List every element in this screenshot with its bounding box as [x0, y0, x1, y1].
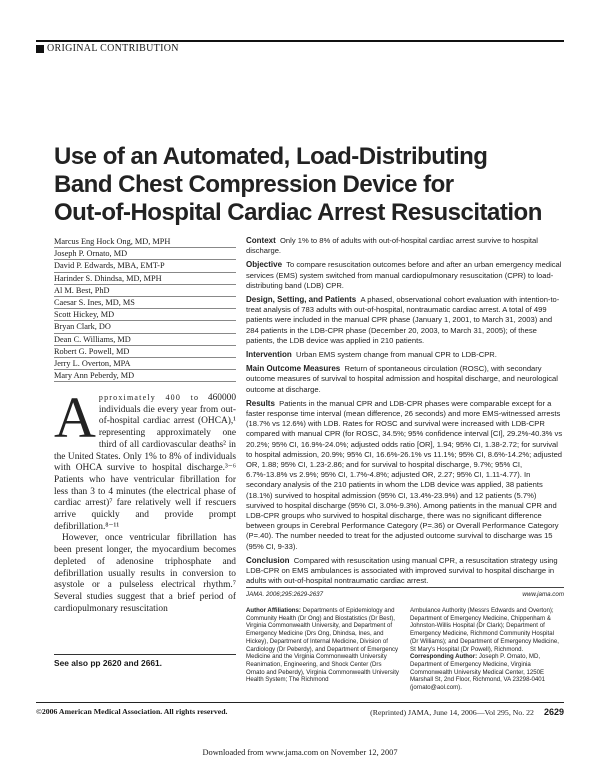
section-header — [36, 40, 564, 54]
title-line-1: Use of an Automated, Load-Distributing — [54, 143, 488, 170]
author: Joseph P. Ornato, MD — [54, 248, 236, 260]
body-paragraph-1 — [54, 385, 237, 533]
abstract-results: Results Patients in the manual CPR and LDB-CPR phases were comparable except for a faster response time interval (mean difference, 26 seconds) and more EMS-witnessed arrests (18.7% vs 12.6%) with LDB. Rates for ROSC and survival were increased with LDB-CPR compared with manual CPR (for ROSC, 34.5%; 95% confidence interval [CI], 29.2%-40.3% vs 20.2%; 95% CI, 16.9%-24.0%; adjusted odds ratio [OR], 1.94; 95% CI, 1.38-2.72; for survival to hospital admission, 20.9%; 95% CI, 16.6%-26.1% vs 11.1%; 95% CI, 8.6%-14.2%; adjusted OR, 1.88; 95% CI, 1.23-2.86; and for survival to hospital discharge, 9.7%; 95% CI, 6.7%-13.8% vs 2.9%; 95% CI, 1.7%-4.8%; adjusted OR, 2.27; 95% CI, 1.11-4.77). In secondary analysis of the 210 patients in whom the LDB device was applied, 38 patients (18.1%) survived to hospital admission (95% CI, 13.4%-23.9%) and 12 patients (5.7%) survived to hospital discharge (95% CI, 3.0%-9.3%). Among patients in the manual CPR and LDB-CPR groups who survived to hospital discharge, there was no significant difference between groups in Cerebral Performance Category (P=.36) or Overall Performance Category (P=.40). The number needed to treat for the adjusted outcome survival to discharge was 15 (95% CI, 9-33). — [246, 398, 563, 551]
author: Jerry L. Overton, MPA — [54, 358, 236, 370]
author: Scott Hickey, MD — [54, 309, 236, 321]
drop-cap: A — [54, 385, 96, 450]
section-label: ORIGINAL CONTRIBUTION — [47, 43, 179, 54]
section-rule — [36, 40, 564, 42]
abstract-context: Context Only 1% to 8% of adults with out-of-hospital cardiac arrest survive to hospital discharge. — [246, 236, 538, 256]
footer-rule — [36, 702, 564, 703]
article-title — [54, 143, 574, 227]
citation: JAMA. 2006;295:2629-2637 — [246, 591, 324, 598]
title-line-3: Out-of-Hospital Cardiac Arrest Resuscitation — [54, 199, 542, 226]
issue-info: (Reprinted) JAMA, June 14, 2006—Vol 295, No. 22 — [370, 708, 534, 717]
abstract-conclusion: Conclusion Compared with resuscitation using manual CPR, a resuscitation strategy using LDB-CPR on EMS ambulances is associated with improved survival to hospital discharge in adults with out-of-hospital nontraumatic cardiac arrest. — [246, 555, 558, 586]
abstract-outcome: Main Outcome Measures Return of spontaneous circulation (ROSC), with secondary outcome measures of survival to hospital admission and hospital discharge, and neurological outcome at discharge. — [246, 364, 558, 394]
author: Dean C. Williams, MD — [54, 334, 236, 346]
author: Bryan Clark, DO — [54, 321, 236, 333]
see-also-rule — [54, 654, 236, 655]
body-paragraph-2: However, once ventricular fibrillation has been present longer, the myocardium becomes depleted of adenosine triphosphate and defibrillation usually results in conversion to asystole or a pulseless electrical rhythm.⁷ Several studies suggest that a brief period of cardiopulmonary resuscitation — [54, 533, 236, 614]
body-smallcaps: pproximately 400 to — [98, 393, 200, 402]
title-line-2: Band Chest Compression Device for — [54, 171, 454, 198]
abstract-intervention: Intervention Urban EMS system change from manual CPR to LDB-CPR. — [246, 350, 497, 360]
abstract-design: Design, Setting, and Patients A phased, observational cohort evaluation with intention-to-treat analysis of 783 adults with out-of-hospital, nontraumatic cardiac arrest. A total of 499 patients were included in the manual CPR phase (January 1, 2001, to March 31, 2003) and 284 patients in the LDB-CPR phase (December 20, 2003, to March 31, 2005); of these patients, the LDB device was applied in 210 patients. — [246, 295, 560, 345]
author: Mary Ann Peberdy, MD — [54, 370, 236, 382]
section-square-icon — [36, 45, 44, 53]
author: Marcus Eng Hock Ong, MD, MPH — [54, 236, 236, 248]
affiliations — [246, 607, 564, 692]
see-also-link[interactable]: See also pp 2620 and 2661. — [54, 658, 163, 668]
author-list — [54, 236, 236, 382]
author: Robert G. Powell, MD — [54, 346, 236, 358]
citation-rule — [246, 587, 564, 588]
author: Harinder S. Dhindsa, MD, MPH — [54, 273, 236, 285]
affiliations-left: Author Affiliations: Departments of Epidemiology and Community Health (Dr Ong) and Biostatistics (Dr Best), Virginia Commonwealth University, and Department of Emergency Medicine (Drs Ong, Dhindsa, Ines, and Hickey), Department of Internal Medicine, Division of Cardiology (Dr Peberdy), and Department of Emergency Medicine and the Virginia Commonwealth University Reanimation, Engineering, and Shock Center (Drs Ornato and Peberdy), Virginia Commonwealth University Health System; The Richmond — [246, 607, 399, 684]
citation-line — [246, 589, 564, 598]
copyright: ©2006 American Medical Association. All rights reserved. — [36, 707, 228, 716]
affiliations-right: Ambulance Authority (Messrs Edwards and Overton); Department of Emergency Medicine, Chippenham & Johnston-Willis Hospital (Dr Clark); Department of Emergency Medicine, Richmond Community Hospital (Dr Williams); and Department of Emergency Medicine, St Mary's Hospital (Dr Powell), Richmond. Corresponding Author: Joseph P. Ornato, MD, Department of Emergency Medicine, Virginia Commonwealth University Medical Center, 1250E Marshall St, 2nd Floor, Richmond, VA 23298-0401 (jornato@aol.com). — [410, 607, 560, 692]
abstract — [246, 236, 564, 591]
body-column — [54, 385, 237, 615]
journal-url[interactable]: www.jama.com — [522, 591, 564, 598]
download-notice: Downloaded from www.jama.com on November 12, 2007 — [202, 748, 398, 757]
body-paragraph-1-text: 460000 individuals die every year from out-of-hospital cardiac arrest (OHCA),¹ representing approximately one third of all cardiovascular deaths² in the United States. Only 1% to 8% of individuals with OHCA survive to hospital discharge.³⁻⁶ Patients who have ventricular fibrillation for less than 3 to 4 minutes (the electrical phase of cardiac arrest)⁷ fare relatively well if rescuers arrive quickly and provide prompt defibrillation.⁸⁻¹¹ — [54, 393, 237, 532]
abstract-objective: Objective To compare resuscitation outcomes before and after an urban emergency medical services (EMS) system switched from manual cardiopulmonary resuscitation (CPR) to load-distributing band (LDB) CPR. — [246, 260, 562, 290]
page-footer — [36, 707, 564, 717]
page-number: 2629 — [543, 707, 564, 717]
author: Caesar S. Ines, MD, MS — [54, 297, 236, 309]
author: David P. Edwards, MBA, EMT-P — [54, 260, 236, 272]
author: Al M. Best, PhD — [54, 285, 236, 297]
